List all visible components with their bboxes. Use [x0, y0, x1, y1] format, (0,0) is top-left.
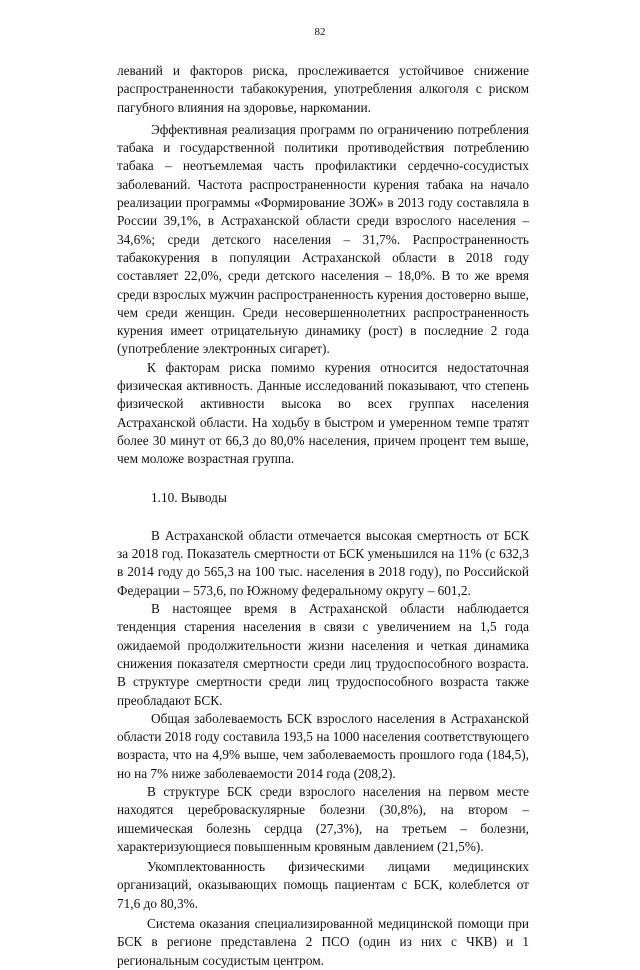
- paragraph-morbidity: Общая заболеваемость БСК взрослого населения в Астраханской области 2018 году составила 193,5 на 1000 населения соответствующего возраста, что на 4,9% выше, чем заболеваемость прошлого года (184,5), но на 7% ниже заболеваемости 2014 года (208,2).: [117, 710, 529, 781]
- paragraph-physical-activity: К факторам риска помимо курения относится недостаточная физическая активность. Данные исследований показывают, что степень физической активности высока во всех группах населения Астраханской области. На ходьбу в быстром и умеренном темпе тратят более 30 минут от 66,3 до 80,0% населения, причем процент тем выше, чем моложе возрастная группа.: [117, 359, 529, 467]
- paragraph-tobacco-programs: Эффективная реализация программ по ограничению потребления табака и государственной политики противодействия потреблению табака – неотъемлемая часть профилактики сердечно-сосудистых заболеваний. Частота распространенности курения табака на начало реализации программы «Формирование ЗОЖ» в 2013 году составляла в России 39,1%, в Астраханской области среди взрослого населения – 34,6%; среди детского населения – 31,7%. Распространенность табакокурения в популяции Астраханской области в 2018 году составляет 22,0%, среди детского населения – 18,0%. В то же время среди взрослых мужчин распространенность курения достоверно выше, чем среди женщин. Среди несовершеннолетних распространенность курения имеет отрицательную динамику (рост) в последние 2 года (употребление электронных сигарет).: [117, 121, 529, 357]
- section-heading: 1.10. Выводы: [151, 489, 227, 505]
- paragraph-mortality: В Астраханской области отмечается высокая смертность от БСК за 2018 год. Показатель смертности от БСК уменьшился на 11% (с 632,3 в 2014 году до 565,3 на 100 тыс. населения в 2018 году), по Российской Федерации – 573,6, по Южному федеральному округу – 601,2.: [117, 527, 529, 598]
- document-body: [117, 62, 529, 970]
- paragraph-disease-structure: В структуре БСК среди взрослого населения на первом месте находятся цереброваскулярные болезни (30,8%), на втором – ишемическая болезнь сердца (27,3%), на третьем – болезни, характеризующиеся повышенным кровяным давлением (21,5%).: [117, 783, 529, 854]
- paragraph-continuation: леваний и факторов риска, прослеживается устойчивое снижение распространенности табакокурения, употребления алкоголя с риском пагубного влияния на здоровье, наркомании.: [117, 63, 529, 115]
- paragraph-staffing: Укомплектованность физическими лицами медицинских организаций, оказывающих помощь пациентам с БСК, колеблется от 71,6 до 80,3%.: [117, 859, 529, 911]
- paragraph-population-aging: В настоящее время в Астраханской области наблюдается тенденция старения населения в связи с увеличением на 1,5 года ожидаемой продолжительности жизни населения и четкая динамика снижения показателя смертности среди лиц трудоспособного возраста. В структуре смертности среди лиц трудоспособного возраста также преобладают БСК.: [117, 601, 529, 708]
- paragraph-care-system: Система оказания специализированной медицинской помощи при БСК в регионе представлена 2 ПСО (один из них с ЧКВ) и 1 региональным сосудистым центром.: [117, 916, 529, 968]
- page-number: 82: [314, 26, 326, 38]
